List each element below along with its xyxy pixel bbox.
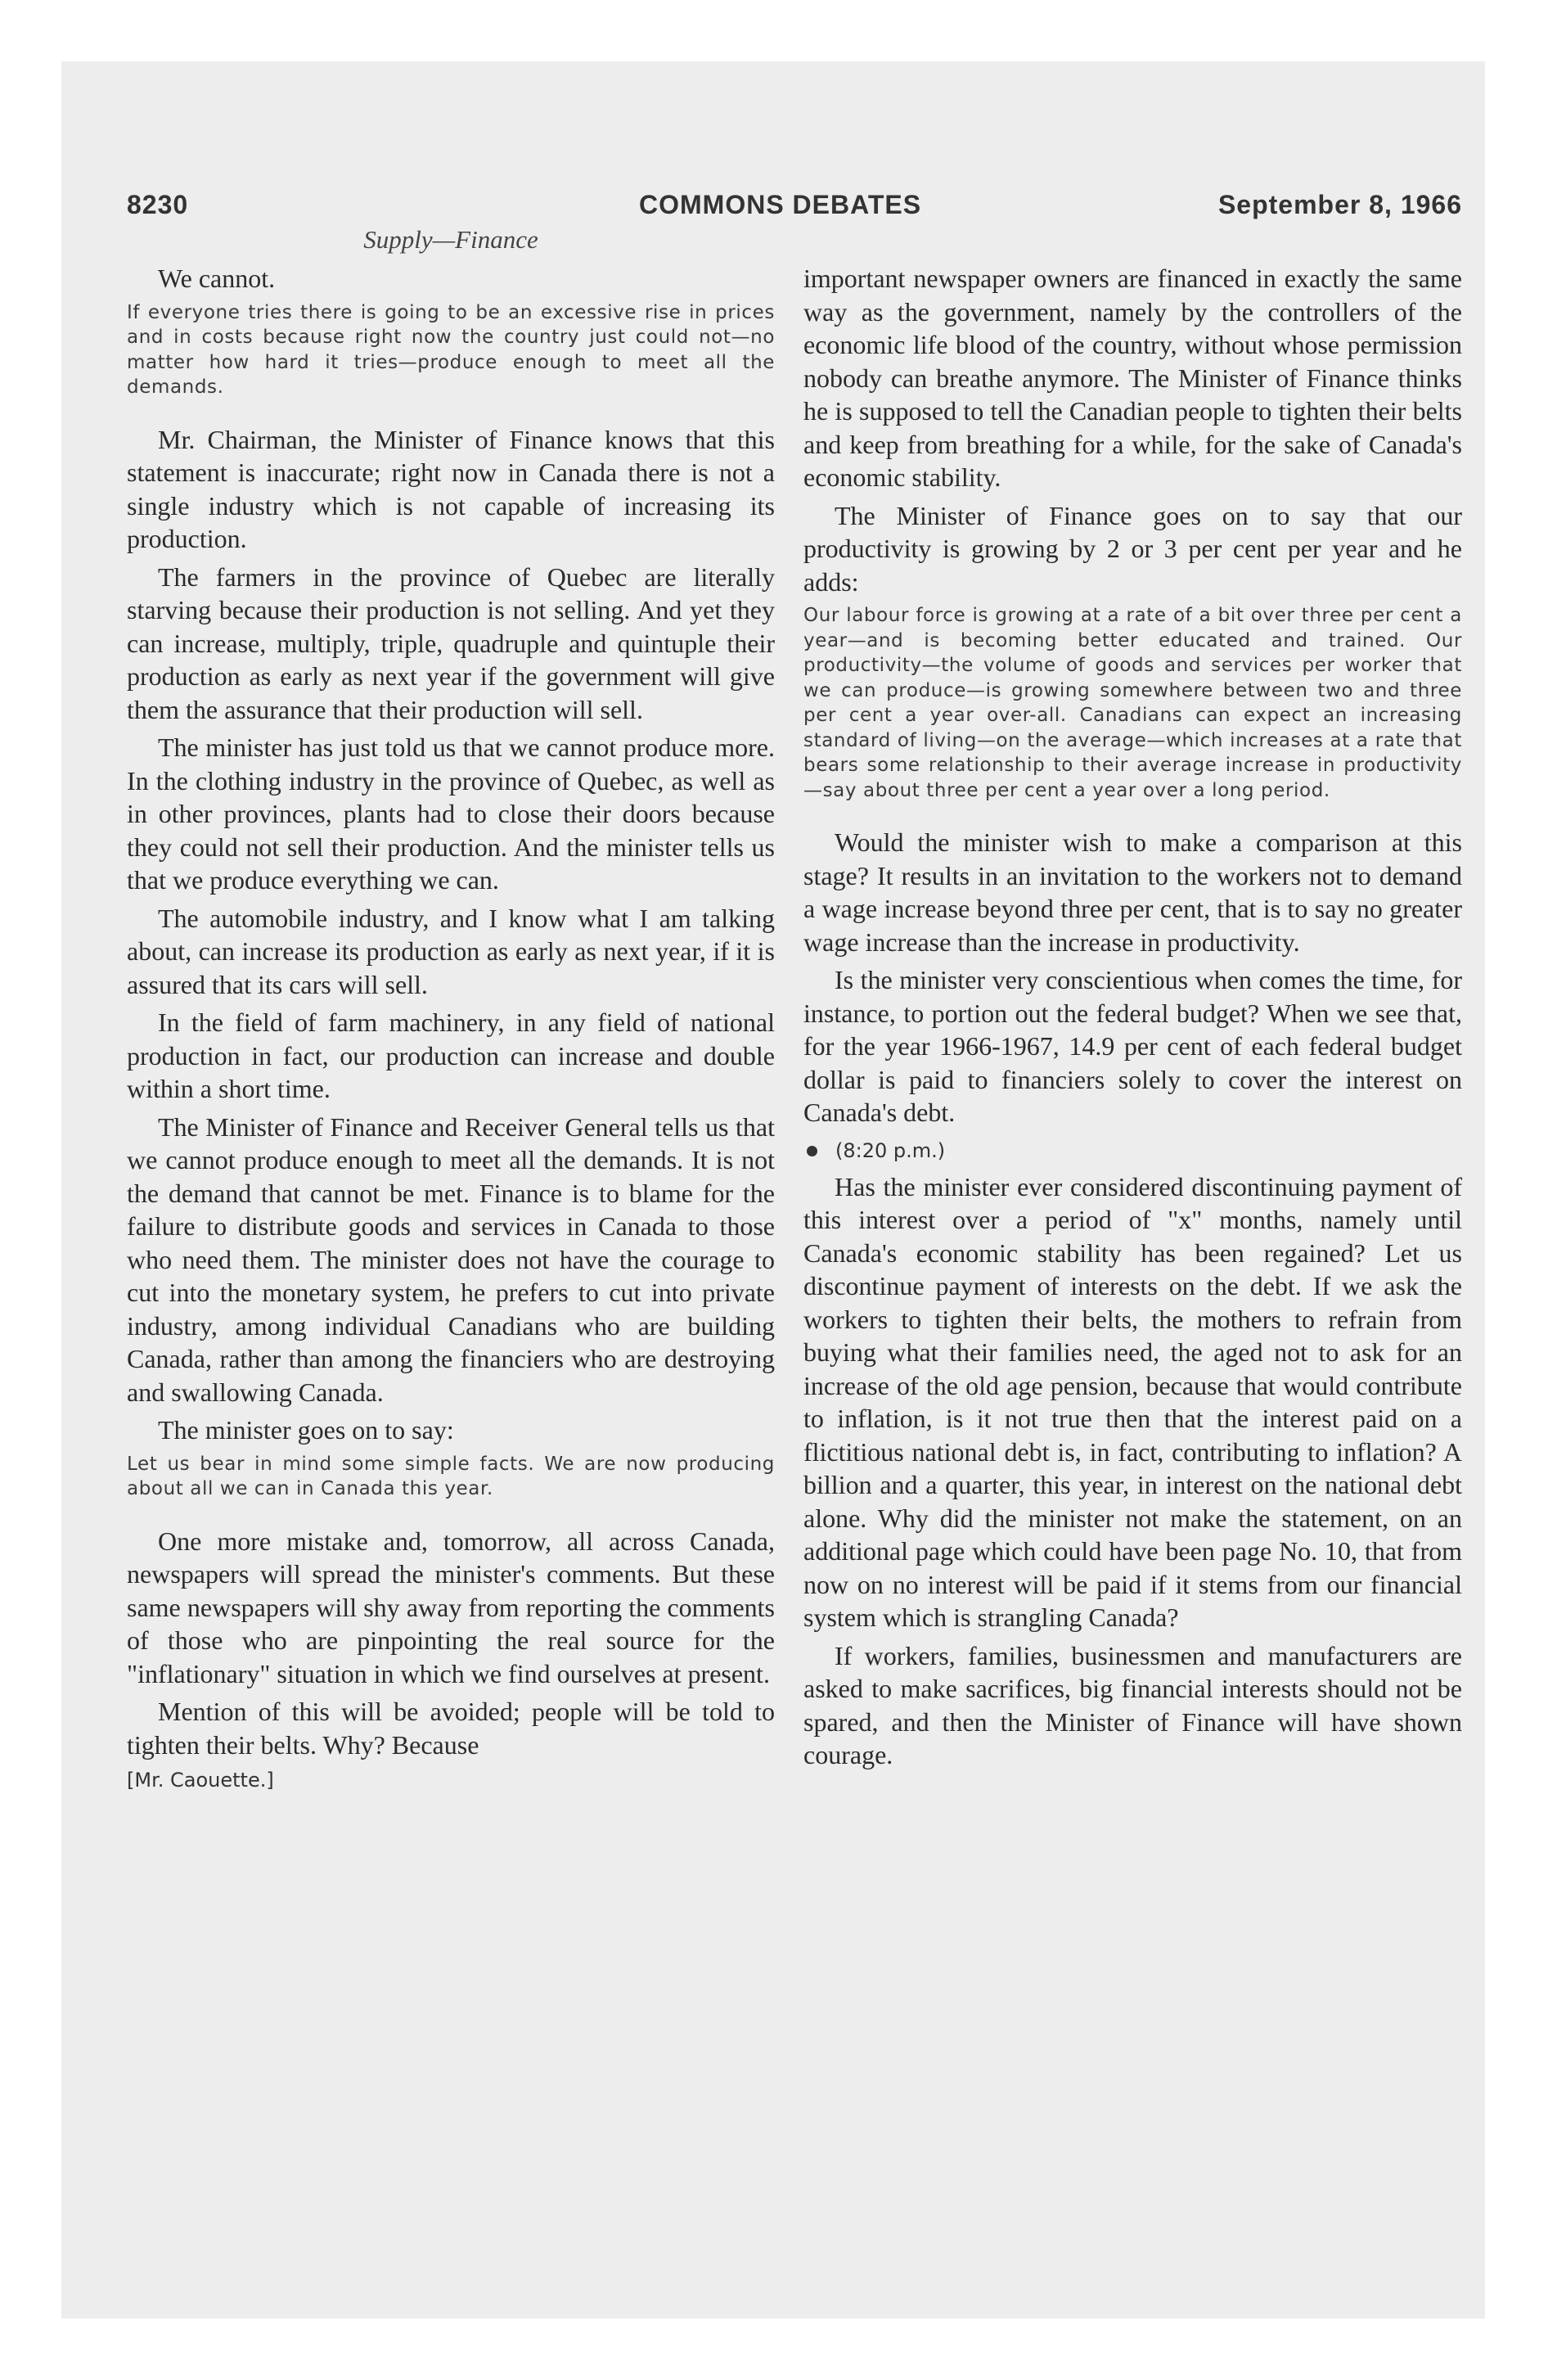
block-quote: Let us bear in mind some simple facts. We are now producing about all we can in Canada this year. <box>127 1453 775 1499</box>
bullet-icon <box>807 1146 817 1156</box>
paragraph: The Minister of Finance and Receiver General tells us that we cannot produce enough to meet all the demands. It is not the demand that cannot be met. Finance is to blame for the failure to distribute goods and services in Canada to those who need them. The minister does not have the courage to cut into the monetary system, he prefers to cut into private industry, among individual Canadians who are building Canada, rather than among the financiers who are destroying and swallowing Canada. <box>127 1111 775 1407</box>
publication-title: COMMONS DEBATES <box>639 190 922 219</box>
paragraph: In the field of farm machinery, in any field of national production in fact, our production can increase and double within a short time. <box>127 1007 775 1103</box>
paragraph: The automobile industry, and I know what I am talking about, can increase its production as early as next year, if it is assured that its cars will sell. <box>127 903 775 999</box>
paragraph: Mention of this will be avoided; people will be told to tighten their belts. Why? Because <box>127 1697 775 1760</box>
block-quote: Our labour force is growing at a rate of a bit over three per cent a year—and is becoming better educated and trained. Our productivity—the volume of goods and services per worker that we can produce—is growing somewhere between two and three per cent a year over-all. Canadians can expect an increasing standard of living—on the average—which increases at a rate that bears some relationship to their average increase in productivity—say about three per cent a year over a long period. <box>803 605 1462 801</box>
paragraph: We cannot. <box>158 264 276 293</box>
left-column <box>127 262 775 1794</box>
paragraph: The farmers in the province of Quebec are literally starving because their production is not selling. And yet they can increase, multiply, triple, quadruple and quintuple their production as early as next year if the government will give them the assurance that their production will sell. <box>127 561 775 724</box>
timestamp-line <box>803 1134 1462 1167</box>
paragraph: The minister goes on to say: <box>158 1415 454 1445</box>
paragraph: Mr. Chairman, the Minister of Finance knows that this statement is inaccurate; right now in Canada there is not a single industry which is not capable of increasing its production. <box>127 424 775 553</box>
publication-date: September 8, 1966 <box>1217 190 1462 219</box>
block-quote: If everyone tries there is going to be an excessive rise in prices and in costs because right now the country just could not—no matter how hard it tries—produce enough to meet all the demands. <box>127 301 775 398</box>
paragraph: Would the minister wish to make a comparison at this stage? It results in an invitation to the workers not to demand a wage increase beyond three per cent, that is to say no greater wage increase than the increase in productivity. <box>803 827 1462 957</box>
timestamp: (8:20 p.m.) <box>835 1138 946 1162</box>
paragraph: The minister has just told us that we cannot produce more. In the clothing industry in the province of Quebec, as well as in other provinces, plants had to close their doors because they could not sell their production. And the minister tells us that we produce everything we can. <box>127 732 775 895</box>
paragraph: important newspaper owners are financed in exactly the same way as the government, namely by the controllers of the economic life blood of the country, without whose permission nobody can breathe anymore. The Minister of Finance thinks he is supposed to tell the Canadian people to tighten their belts and keep from breathing for a while, for the sake of Canada's economic stability. <box>803 264 1462 492</box>
paragraph: Has the minister ever considered discontinuing payment of this interest over a period of "x" months, namely until Canada's economic stability has been regained? Let us discontinue payment of interests on the debt. If we ask the workers to tighten their belts, the mothers to refrain from buying what their families need, the aged not to ask for an increase of the old age pension, because that would contribute to inflation, is it not true then that the interest paid on a flictitious national debt is, in fact, contributing to inflation? A billion and a quarter, this year, in interest on the national debt alone. Why did the minister not make the statement, on an additional page which could have been page No. 10, that from now on no interest will be paid if it stems from our financial system which is strangling Canada? <box>803 1171 1462 1632</box>
paragraph: Is the minister very conscientious when comes the time, for instance, to portion out the federal budget? When we see that, for the year 1966-1967, 14.9 per cent of each federal budget dollar is paid to financiers solely to cover the interest on Canada's debt. <box>803 965 1462 1127</box>
section-subheading: Supply—Finance <box>363 225 538 254</box>
paragraph: If workers, families, businessmen and manufacturers are asked to make sacrifices, big financial interests should not be spared, and then the Minister of Finance will have shown courage. <box>803 1640 1462 1769</box>
right-column <box>803 262 1462 1777</box>
speaker-attribution: [Mr. Caouette.] <box>127 1769 274 1792</box>
paragraph: One more mistake and, tomorrow, all across Canada, newspapers will spread the minister's comments. But these same newspapers will shy away from reporting the comments of those who are pinpointing the real source for the "inflationary" situation in which we find ourselves at present. <box>127 1526 775 1688</box>
page-number: 8230 <box>127 190 189 219</box>
paragraph: The Minister of Finance goes on to say that our productivity is growing by 2 or 3 per cent per year and he adds: <box>803 500 1462 597</box>
